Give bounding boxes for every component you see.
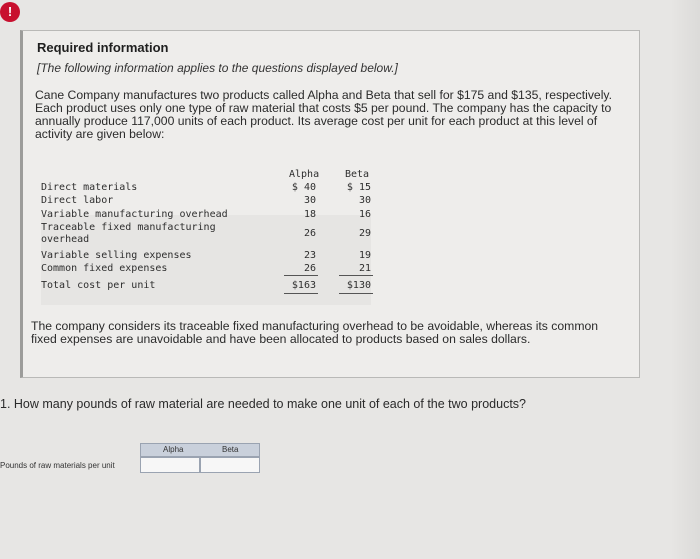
header-alpha: Alpha — [289, 169, 320, 180]
answer-table — [0, 443, 260, 475]
question-1: 1. How many pounds of raw material are needed to make one unit of each of the two products? — [0, 397, 527, 411]
intro-paragraph: Cane Company manufactures two products called Alpha and Beta that sell for $175 and $135, respectively. Each product uses only one type of raw material that costs $5 per pound. The company has the capacity to annually produce 117,000 units of each product. Its average cost per unit for each product at this level of activity are given below: — [35, 88, 612, 141]
alpha-pounds-input[interactable] — [140, 457, 200, 473]
row-beta-value: $ 15 — [346, 182, 371, 193]
subtotal-underline-beta — [339, 275, 373, 276]
answer-col-alpha: Alpha — [163, 445, 184, 454]
header-beta: Beta — [345, 169, 370, 180]
page-shadow — [670, 0, 700, 559]
row-label: Variable selling expenses — [41, 250, 192, 261]
total-underline-alpha — [284, 293, 318, 294]
total-label: Total cost per unit — [41, 280, 156, 291]
row-label: Direct labor — [41, 195, 114, 206]
row-alpha-value: 18 — [303, 209, 316, 220]
total-alpha-value: $163 — [291, 280, 316, 291]
row-beta-value: 16 — [358, 209, 371, 220]
row-label: Common fixed expenses — [41, 263, 168, 274]
row-beta-value: 21 — [358, 263, 371, 274]
answer-table-header — [140, 443, 260, 457]
required-information-panel — [20, 30, 640, 378]
row-beta-value: 29 — [358, 228, 371, 239]
row-beta-value: 30 — [358, 195, 371, 206]
total-underline-beta — [339, 293, 373, 294]
row-alpha-value: 26 — [303, 263, 316, 274]
row-label: Direct materials — [41, 182, 138, 193]
row-alpha-value: $ 40 — [291, 182, 316, 193]
required-info-subtitle: [The following information applies to the questions displayed below.] — [37, 61, 398, 75]
answer-col-beta: Beta — [222, 445, 239, 454]
row-alpha-value: 30 — [303, 195, 316, 206]
answer-row-label: Pounds of raw materials per unit — [0, 461, 115, 470]
beta-pounds-input[interactable] — [200, 457, 260, 473]
total-beta-value: $130 — [346, 280, 371, 291]
row-label: Variable manufacturing overhead — [41, 209, 228, 220]
row-alpha-value: 23 — [303, 250, 316, 261]
row-beta-value: 19 — [358, 250, 371, 261]
row-label: Traceable fixed manufacturing overhead — [41, 222, 216, 245]
required-info-title: Required information — [37, 40, 169, 55]
subtotal-underline-alpha — [284, 275, 318, 276]
alert-icon: ! — [0, 2, 20, 22]
outro-paragraph: The company considers its traceable fixed manufacturing overhead to be avoidable, whereas its common fixed expenses are unavoidable and have been allocated to products based on sales dollars. — [31, 319, 599, 346]
row-alpha-value: 26 — [303, 228, 316, 239]
